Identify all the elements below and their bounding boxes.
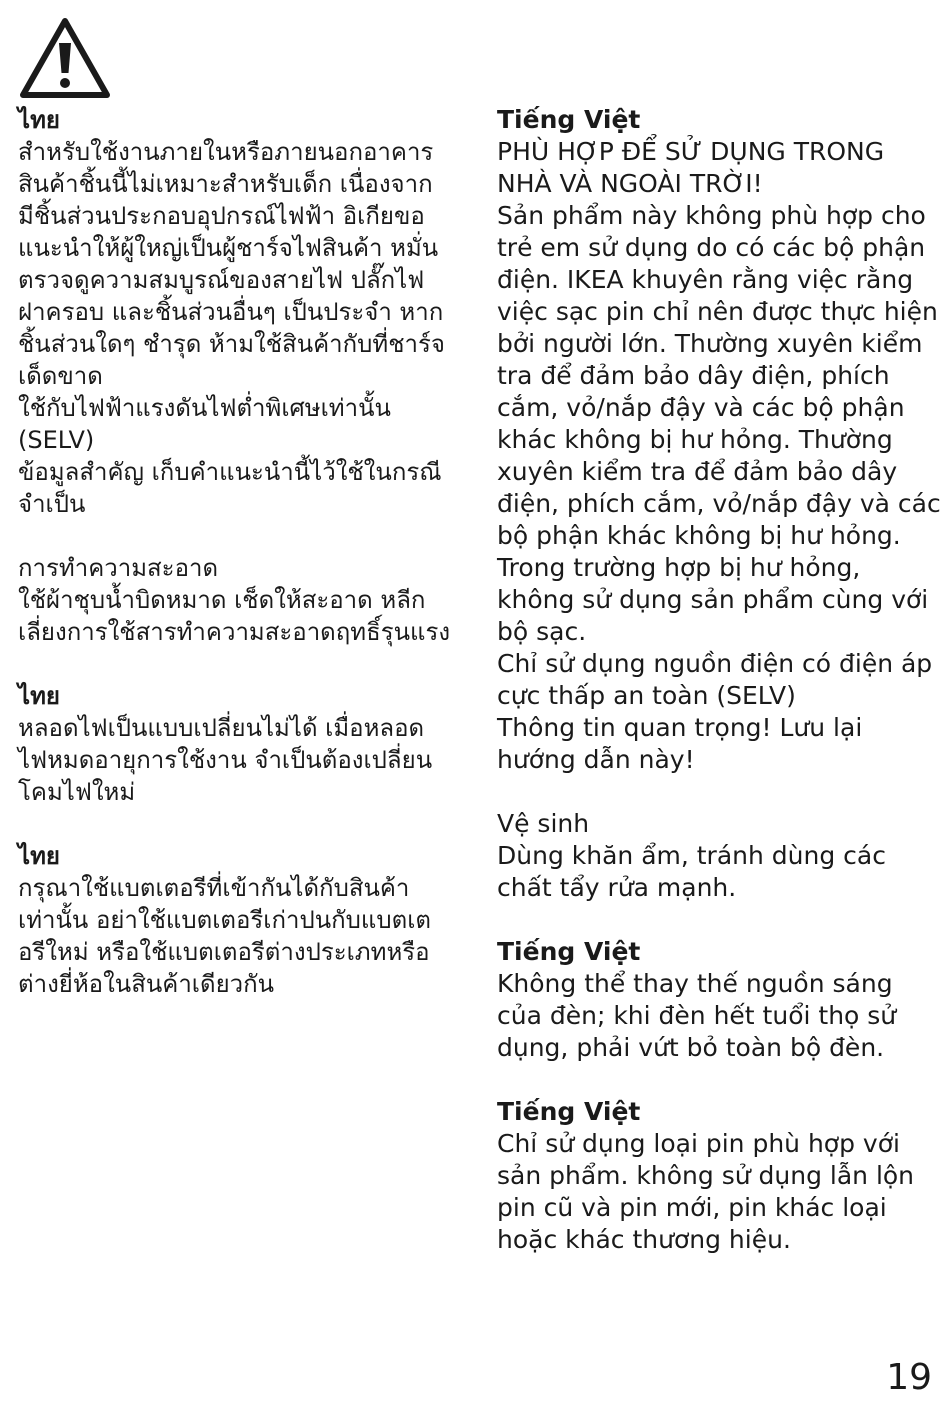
text-line: khác không bị hư hỏng. Thường	[497, 425, 893, 454]
text-line: จำเป็น	[18, 490, 86, 518]
text-line: xuyên kiểm tra để đảm bảo dây	[497, 457, 898, 486]
text-line: Dùng khăn ẩm, tránh dùng các	[497, 841, 886, 870]
text-line: แนะนำให้ผู้ใหญ่เป็นผู้ชาร์จไฟสินค้า หมั่น	[18, 234, 439, 262]
text-line: chất tẩy rửa mạnh.	[497, 873, 737, 902]
text-line: Chỉ sử dụng nguồn điện có điện áp	[497, 649, 933, 678]
text-line: việc sạc pin chỉ nên được thực hiện	[497, 297, 938, 326]
text-line: สำหรับใช้งานภายในหรือภายนอกอาคาร	[18, 138, 434, 166]
language-heading: ไทย	[18, 106, 60, 134]
text-line: สินค้าชิ้นนี้ไม่เหมาะสำหรับเด็ก เนื่องจาก	[18, 170, 433, 198]
language-heading: ไทย	[18, 842, 60, 870]
text-line: ใช้กับไฟฟ้าแรงดันไฟต่ำพิเศษเท่านั้น	[18, 394, 391, 422]
text-line: ข้อมูลสำคัญ เก็บคำแนะนำนี้ไว้ใช้ในกรณี	[18, 458, 442, 486]
instruction-section	[497, 936, 942, 1064]
text-line: ไฟหมดอายุการใช้งาน จำเป็นต้องเปลี่ยน	[18, 746, 433, 774]
text-line: Trong trường hợp bị hư hỏng,	[497, 553, 861, 582]
text-line: หลอดไฟเป็นแบบเปลี่ยนไม่ได้ เมื่อหลอด	[18, 714, 425, 742]
warning-triangle-icon	[17, 15, 113, 101]
vietnamese-column	[497, 104, 942, 1288]
instruction-section	[497, 1096, 942, 1256]
text-line: pin cũ và pin mới, pin khác loại	[497, 1193, 887, 1222]
text-line: ตรวจดูความสมบูรณ์ของสายไฟ ปลั๊กไฟ	[18, 266, 425, 294]
text-line: Chỉ sử dụng loại pin phù hợp với	[497, 1129, 900, 1158]
page-number: 19	[886, 1357, 932, 1398]
text-line: cắm, vỏ/nắp đậy và các bộ phận	[497, 393, 905, 422]
text-line: điện. IKEA khuyên rằng việc rằng	[497, 265, 914, 294]
text-line: เด็ดขาด	[18, 362, 103, 390]
text-line: Sản phẩm này không phù hợp cho	[497, 201, 926, 230]
instruction-section	[18, 840, 458, 1000]
text-line: bộ sạc.	[497, 617, 587, 646]
language-heading: Tiếng Việt	[497, 1097, 641, 1126]
cleaning-subheading: Vệ sinh	[497, 809, 590, 838]
text-line: ชิ้นส่วนใดๆ ชำรุด ห้ามใช้สินค้ากับที่ชาร์จ	[18, 330, 445, 358]
language-heading: Tiếng Việt	[497, 105, 641, 134]
text-line: cực thấp an toàn (SELV)	[497, 681, 796, 710]
instruction-section	[18, 680, 458, 808]
text-line: của đèn; khi đèn hết tuổi thọ sử	[497, 1001, 897, 1030]
language-heading: ไทย	[18, 682, 60, 710]
text-line: hướng dẫn này!	[497, 745, 695, 774]
text-line: กรุณาใช้แบตเตอรีที่เข้ากันได้กับสินค้า	[18, 874, 410, 902]
text-line: dụng, phải vứt bỏ toàn bộ đèn.	[497, 1033, 885, 1062]
text-line: เลี่ยงการใช้สารทำความสะอาดฤทธิ์รุนแรง	[18, 618, 451, 646]
text-line: ต่างยี่ห้อในสินค้าเดียวกัน	[18, 970, 275, 998]
text-line: tra để đảm bảo dây điện, phích	[497, 361, 890, 390]
text-line: PHÙ HỢP ĐỂ SỬ DỤNG TRONG	[497, 137, 885, 166]
text-line: Thông tin quan trọng! Lưu lại	[497, 713, 863, 742]
instruction-section	[18, 104, 458, 648]
text-line: sản phẩm. không sử dụng lẫn lộn	[497, 1161, 915, 1190]
instruction-section	[497, 104, 942, 904]
text-line: ใช้ผ้าชุบน้ำบิดหมาด เช็ดให้สะอาด หลีก	[18, 586, 426, 614]
thai-column	[18, 104, 458, 1032]
language-heading: Tiếng Việt	[497, 937, 641, 966]
cleaning-subheading: การทำความสะอาด	[18, 554, 219, 582]
text-line: điện, phích cắm, vỏ/nắp đậy và các	[497, 489, 941, 518]
text-line: hoặc khác thương hiệu.	[497, 1225, 791, 1254]
text-line: (SELV)	[18, 426, 95, 454]
text-line: bộ phận khác không bị hư hỏng.	[497, 521, 901, 550]
text-line: อรีใหม่ หรือใช้แบตเตอรีต่างประเภทหรือ	[18, 938, 430, 966]
text-line: trẻ em sử dụng do có các bộ phận	[497, 233, 926, 262]
text-line: bởi người lớn. Thường xuyên kiểm	[497, 329, 923, 358]
text-line: không sử dụng sản phẩm cùng với	[497, 585, 929, 614]
text-line: เท่านั้น อย่าใช้แบตเตอรีเก่าปนกับแบตเต	[18, 906, 431, 934]
text-line: ฝาครอบ และชิ้นส่วนอื่นๆ เป็นประจำ หาก	[18, 298, 444, 326]
text-line: มีชิ้นส่วนประกอบอุปกรณ์ไฟฟ้า อิเกียขอ	[18, 202, 425, 230]
text-line: Không thể thay thế nguồn sáng	[497, 969, 893, 998]
text-line: โคมไฟใหม่	[18, 778, 136, 806]
text-line: NHÀ VÀ NGOÀI TRỜI!	[497, 169, 763, 198]
